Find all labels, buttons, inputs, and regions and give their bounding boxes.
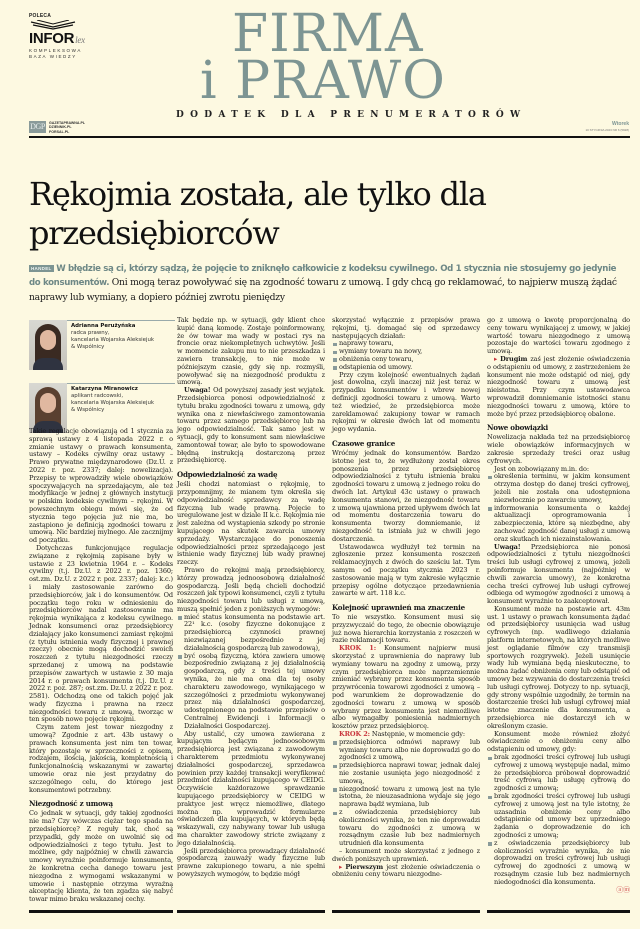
author-card: [29, 320, 175, 375]
bullet-list: [332, 739, 480, 848]
author-photo: [29, 383, 67, 433]
paragraph: Tak będzie np. w sytuacji, gdy klient chce kupić daną komodę. Zostaje poinformowany, że ów towar ma wady w postaci rys na froncie oraz niekompletnych uchwytów. Jeśli w momencie zakupu mu to nie przeszkadza i zawiera transakcję, to nie może w późniejszym czasie, gdy się np. rozmyśli, powoływać się na niezgodność produktu z umową.: [177, 316, 325, 387]
masthead: [0, 0, 640, 140]
article-column-1: [29, 428, 173, 904]
article-column-3: [332, 317, 480, 879]
supplement-title-line1: FIRMA: [232, 4, 424, 64]
list-item: wymiany towaru na nowy,: [332, 348, 480, 356]
paragraph: Aby ustalić, czy umowa zawierana z kupującym będącym jednoosobowym przedsiębiorcą jest związana z zawodowym charakterem przedmiotu wykonywanej działalności gospodarczej, sprzedawca powinien przy każdej transakcji weryfikować przedmiot działalności kupującego w CEIDG. Oczywiście każdorazowe sprawdzanie kupującego przedsiębiorcy w CEIDG w praktyce jest wręcz niemożliwe, dlatego można np. wprowadzić formularze oświadczeń dla kupujących, w których będą wskazywali, czy nabywany towar lub usługa ma charakter zawodowy stricte związany z jego działalnością.: [177, 729, 325, 847]
paragraph: Konsument może na postawie art. 43m ust. 1 ustawy o prawach konsumenta żądać od przedsiębiorcy usunięcia wad usług cyfrowych (np. wadliwego działania platform internetowych, na których możliwe jest oglądanie filmów czy transmisji sportowych rozgrywek). Jeżeli usunięcie wady lub wymiana będą nieskuteczne, to można żądać obniżenia ceny lub odstąpić od umowy bez wzywania do dostarczenia treści lub usługi cyfrowej. Dotyczy to np. sytuacji, gdy strony wspólnie uzgodniły, że termin na dostarczenie treści lub usługi cyfrowej miał istotne znaczenie dla konsumenta, a przedsiębiorca nie dostarczył ich w określonym czasie.: [487, 604, 630, 730]
paragraph: Uwaga! Przedsiębiorca nie ponosi odpowiedzialności z tytułu niezgodności treści lub usługi cyfrowej z umową, jeżeli poinformuje konsumenta (najpóźniej w chwili zawarcia umowy), że konkretna cecha treści cyfrowej lub usługi cyfrowej odbiega od wymogów zgodności z umową a konsument wyraźnie to zaakceptował.: [487, 542, 630, 606]
paragraph: ▸ Drugim zaś jest złożenie oświadczenia o odstąpieniu od umowy, z zastrzeżeniem że konsument nie może odstąpić od niej, gdy niezgodność towaru z umową jest nieistotna. Przy czym ustawodawca wprowadził domniemanie istotności stanu niezgodności towaru z umową, które to może być przez przedsiębiorcę obalone.: [487, 354, 630, 418]
column-end-rule: [177, 910, 325, 913]
paragraph: Nowelizacja nakłada też na przedsiębiorcę wiele obowiązków informacyjnych w zakresie sprzedaży treści oraz usług cyfrowych.: [487, 433, 630, 465]
author-role: radca prawny,: [71, 330, 110, 336]
step-2-label: KROK 2:: [339, 730, 370, 739]
arrow-icon: ▸: [339, 862, 346, 871]
list-item: określenia terminu, w jakim konsument otrzyma dostęp do danej treści cyfrowej, jeżeli nie została ona udostępniona niezwłocznie po zawarciu umowy,: [487, 473, 630, 504]
paragraph: Uwaga! Od powyższej zasady jest wyjątek. Przedsiębiorca ponosi odpowiedzialność z tytułu braku zgodności towaru z umową, gdy wynika ona z niewłaściwego zamontowania towaru przez samego przedsiębiorcę lub na jego odpowiedzialność. Tak samo jest w sytuacji, gdy to konsument sam niewłaściwe zamontował towar, ale było to spowodowane błędną instrukcją dostarczoną przez przedsiębiorcę.: [177, 386, 325, 465]
paragraph: Jest on zobowiązany m.in. do:: [494, 464, 589, 473]
author-firm: kancelaria Wojarska Aleksiejuk: [71, 400, 155, 406]
dgp-links: [49, 121, 85, 134]
issue-day: Wtorek: [612, 121, 629, 127]
subheading: Kolejność uprawnień ma znaczenie: [332, 603, 465, 613]
warning-label: Uwaga!: [184, 386, 211, 395]
list-item: brak zgodności treści cyfrowej lub usługi cyfrowej z umową występuje nadal, mimo że przedsiębiorca próbował doprowadzić treść cyfrową lub usługę cyfrową do zgodności z umową;: [487, 754, 630, 793]
infor-logo[interactable]: INFORlex: [29, 30, 85, 47]
paragraph: To nie wszystko. Konsument musi się przyzwyczaić do tego, że obecnie obowiązuje już nowa hierarchia korzystania z roszczeń w razie reklamacji towaru.: [332, 613, 480, 645]
paragraph: KROK 2: Następnie, w momencie gdy:: [339, 730, 465, 739]
supplement-title-line2: i PRAWO: [200, 51, 446, 111]
list-item: niezgodność towaru z umową jest na tyle istotna, że nieuzasadniona wydaje się jego naprawa bądź wymiana, lub: [332, 786, 480, 809]
paragraph: Co jednak w sytuacji, gdy takiej zgodności nie ma? Czy wówczas ciężar tego spada na przedsiębiorcę? Z reguły tak, choć są przypadki, gdy może on uwolnić się od odpowiedzialności z tego tytułu. Jest to możliwe, gdy najpóźniej w chwili zawarcia umowy wyraźnie poinformuje konsumenta, że konkretna cecha danego towaru jest niezgodna z wymogami wskazanymi w umowie i następnie otrzyma wyraźną akceptację klienta, że ten zgadza się nabyć towar mimo braku wskazanej cechy.: [29, 809, 173, 904]
list-item: przedsiębiorca naprawi towar, jednak dalej nie zostanie usunięta jego niezgodność z umową,: [332, 762, 480, 785]
author-name: Katarzyna Miranowicz: [71, 386, 138, 392]
issue-date: 10 STYCZNIA 2023 NR 6 (5928): [585, 128, 629, 132]
link-forsal[interactable]: FORSAL.PL: [49, 129, 70, 134]
lead-accent: W błędzie są ci, którzy sądzą, że pojęcie to zniknęło całkowicie z kodeksu cywilnego. Od 1 stycznia nie stosujemy go jedynie do konsumentów.: [29, 264, 617, 289]
paragraph: Konsument może również złożyć oświadczenie o obniżeniu ceny albo odstąpieniu od umowy, gdy:: [487, 729, 630, 754]
author-initials-mark: ⓐⓜ: [616, 885, 630, 894]
paragraph: KROK 1: Konsument najpierw musi skorzystać z uprawnienia do naprawy lub wymiany towaru na zgodny z umową, przy czym przedsiębiorca może naprzemiennie zmieniać wybrany przez konsumenta sposób przywrócenia towarowi zgodności z umową – pod warunkiem że doprowadzenie do zgodności towaru z umową w sposób wybrany przez konsumenta jest niemożliwe albo wymagałby poniesienia nadmiernych kosztów przez przedsiębiorcę.: [332, 644, 481, 731]
list-item: z oświadczenia przedsiębiorcy lub okoliczności wyraźnie wynika, że nie doprowadzi on treści cyfrowej lub usługi cyfrowej do zgodności z umową w rozsądnym czasie lub bez nadmiernych niedogodności dla konsumenta.: [487, 840, 630, 887]
paragraph: skorzystać wyłącznie z przepisów prawa rękojmi, tj. domagać się od sprzedawcy następujących działań:: [332, 316, 480, 340]
list-item: informowania konsumenta o każdej aktualizacji oprogramowania i zabezpieczenia, które są niezbędne, aby zachować zgodność danej usługi z umową oraz skutkach ich niezainstalowania.: [487, 505, 630, 544]
paragraph: ▸ Pierwszym jest złożenie oświadczenia o obniżeniu ceny towaru niezgodne-: [332, 862, 480, 879]
bullet-list: [177, 614, 325, 731]
bullet-list: [487, 473, 630, 543]
supplement-subtitle: DODATEK DLA PRENUMERATORÓW: [176, 110, 527, 120]
column-end-rule: [487, 910, 630, 913]
list-item: obniżenia ceny towaru,: [332, 356, 480, 364]
list-item: brak zgodności treści cyfrowej lub usługi cyfrowej z umową jest na tyle istotny, że uzasadnia obniżenie ceny albo odstąpienie od umowy bez uprzedniego żądania o doprowadzenie do ich zgodności z umową;: [487, 793, 630, 840]
author-firm-cont: & Wspólnicy: [71, 344, 105, 350]
author-name: Adrianna Perużyńska: [71, 323, 136, 329]
paragraph: Dotychczas funkcjonujące regulacje związane z rękojmią zapisane były w ustawie z 23 kwietnia 1964 r. – Kodeks cywilny (t.j. Dz.U. z 2022 r. poz. 1360; ost.zm. Dz.U. z 2022 r. poz. 2337; dalej: k.c.) i miały zastosowanie zarówno do przedsiębiorców, jak i do konsumentów. Od początku tego roku w odniesieniu do przedsiębiorców nadal zastosowanie ma rękojmia wynikająca z kodeksu cywilnego. Jednak konsumenci oraz przedsiębiorcy działający jako konsumenci zamiast rękojmi (z tytułu istnienia wady fizycznej i prawnej rzeczy) obecnie mogą dochodzić swoich roszczeń z tytułu niezgodności rzeczy sprzedanej z umową na podstawie przepisów zawartych w ustawie z 30 maja 2014 r. o prawach konsumenta (t.j. Dz.U. z 2022 r. poz. 287; ost.zm. Dz.U. z 2022 r. poz. 2581). Odchodzą one od takich pojęć jak wady fizyczna i prawna na rzecz niezgodności towaru z umową, tworząc w ten sposób nowe pojęcie rękojmi.: [29, 543, 173, 724]
article-lead: [29, 262, 629, 304]
list-item: przedsiębiorca odmówi naprawy lub wymiany towaru albo nie doprowadzi go do zgodności z umową,: [332, 739, 480, 762]
paragraph: Czym zatem jest towar niezgodny z umową? Zgodnie z art. 43b ustawy o prawach konsumenta jest nim ten towar, który pozostaje w sprzeczności z opisem, rodzajem, ilością, jakością, kompletnością i funkcjonalnością wskazanymi w zawartej umowie oraz nie jest przydatny do szczególnego celu, do którego jest konsumentowi potrzebny.: [29, 723, 173, 794]
column-end-rule: [332, 910, 480, 913]
paragraph: go z umową o kwotę proporcjonalną do ceny towaru wynikającej z umowy, w jakiej wartość towaru niezgodnego z umową pozostaje do wartości towaru zgodnego z umową.: [487, 316, 630, 356]
paragraph: Jeśli przedsiębiorca prowadzący działalność gospodarczą zauważy wady fizyczne lub prawne zakupionego towaru, a nie spełni powyższych wymogów, to będzie mógł: [177, 846, 325, 878]
infor-tagline: KOMPLEKSOWA BAZA WIEDZY: [29, 48, 82, 59]
list-item: naprawy towaru,: [332, 340, 480, 348]
step-1-label: KROK 1:: [339, 644, 377, 653]
infor-stripes-icon: [29, 20, 77, 30]
arrow-icon: ▸: [494, 354, 501, 363]
subheading: Nowe obowiązki: [487, 423, 548, 433]
author-firm: kancelaria Wojarska Aleksiejuk: [71, 337, 155, 343]
subheading: Niezgodność z umową: [29, 799, 113, 809]
list-item: być osobą fizyczną, która zawiera umowę bezpośrednio związaną z jej działalnością gospodarczą, gdy z treści tej umowy wynika, że nie ma ona dla tej osoby charakteru zawodowego, wynikającego w szczególności z przedmiotu wykonywanej przez nią działalności gospodarczej, udostępnionego na podstawie przepisów o Centralnej Ewidencji i Informacji o Działalności Gospodarczej.: [177, 653, 325, 731]
list-item: z oświadczenia przedsiębiorcy lub okoliczności wynika, że ten nie doprowadzi towaru do zgodności z umową w rozsądnym czasie lub bez nadmiernych utrudnień dla konsumenta: [332, 809, 480, 848]
dgp-logo[interactable]: DGP: [30, 122, 45, 131]
lead-plain: Oni mogą teraz powoływać się na zgodność towaru z umową. I gdy chcą go reklamować, to najpierw muszą żądać naprawy lub wymiany, a dopiero później zwrotu pieniędzy: [29, 277, 617, 303]
bullet-list: [487, 754, 630, 887]
masthead-rule: [29, 136, 630, 138]
author-firm-cont: & Wspólnicy: [71, 407, 105, 413]
column-end-rule: [29, 910, 173, 913]
paragraph: Jeśli chodzi natomiast o rękojmię, to przypomnijmy, że mianem tym określa się odpowiedzialność sprzedawcy za wadę fizyczną lub wadę prawną. Pojęcie to uregulowane jest w dziale II k.c. Rękojmia nie jest zależna od wystąpienia szkody po stronie kupującego na skutek zawarcia umowy sprzedaży. Wystarczające do ponoszenia odpowiedzialności przez sprzedającego jest istnienie wady fizycznej lub wady prawnej rzeczy.: [177, 480, 325, 567]
paragraph: Takie regulacje obowiązują od 1 stycznia za sprawą ustawy z 4 listopada 2022 r. o zmianie ustawy o prawach konsumenta, ustawy – Kodeks cywilny oraz ustawy – Prawo prywatne międzynarodowe (Dz.U. z 2022 r. poz. 2337; dalej: nowelizacja). Przepisy te wprowadziły wiele obowiązków spoczywających na sprzedającym, ale też modyfikacje w jednej z głównych instytucji w polskim kodeksie cywilnym – rękojmi. W powszechnym obiegu mówi się, że od stycznia tego pojęcia już nie ma, bo zastąpiono je definicją zgodności towaru z umową. Nic bardziej mylnego. Ale zacznijmy od początku.: [29, 427, 173, 545]
sponsor-label: POLECA: [29, 13, 52, 19]
section-tag: HANDEL: [31, 266, 52, 271]
list-item: odstąpienia od umowy.: [332, 364, 480, 372]
paragraph: Wróćmy jednak do konsumentów. Bardzo istotne jest to, że wydłużony został okres ponoszenia przez przedsiębiorcę odpowiedzialności z tytułu istnienia braku zgodności towaru z umową z jednego roku do dwóch lat. Artykuł 43c ustawy o prawach konsumenta stanowi, że niezgodność towaru z umową ujawniona przed upływem dwóch lat od momentu dostarczenia towaru do konsumenta tworzy domniemanie, iż niezgodność ta istniała już w chwili jego dostarczenia.: [332, 448, 481, 543]
article-column-4: [487, 317, 630, 894]
paragraph: Ustawodawca wydłużył też termin na zgłoszenie przez konsumenta roszczeń reklamacyjnych z dwóch do sześciu lat. Tym samym od początku stycznia 2023 r. zastosowanie mają w tym zakresie wyłącznie przepisy ogólne dotyczące przedawnienia zawarte w art. 118 k.c.: [332, 542, 480, 598]
subheading: Odpowiedzialność za wadę: [177, 470, 278, 480]
list-item: mieć status konsumenta na podstawie art. 22¹ k.c. (osoby fizyczne dokonujące z przedsiębiorcą czynności prawnej niezwiązanej bezpośrednio z jej działalnością gospodarczą lub zawodową),: [177, 614, 325, 653]
link-gazetaprawna[interactable]: GAZETAPRAWNA.PL: [49, 121, 86, 125]
author-photo: [29, 320, 67, 370]
author-role: aplikant radcowski,: [71, 393, 124, 399]
paragraph: – konsument może skorzystać z jednego z dwóch poniższych uprawnień.: [332, 847, 480, 863]
warning-label: Uwaga!: [494, 542, 521, 551]
subheading: Czasowe granice: [332, 438, 396, 448]
paragraph: Przy czym kolejność ewentualnych żądań jest dowolna, czyli inaczej niż jest teraz w przypadku konsumentów i wbrew nowej definicji zgodności towaru z umową. Warto też wiedzieć, że przedsiębiorca może zareklamować zakupiony towar w ramach rękojmi w okresie dwóch lat od momentu jego wydania.: [332, 370, 480, 434]
article-column-2: [177, 317, 325, 879]
link-dziennik[interactable]: DZIENNIK.PL: [49, 125, 72, 130]
paragraph: Prawo do rękojmi mają przedsiębiorcy, którzy prowadzą jednoosobową działalność gospodarczą. Jeśli będą chcieli dochodzić roszczeń jak typowi konsumenci, czyli z tytułu niezgodności towaru lub usługi z umową, muszą spełnić jeden z poniższych wymogów:: [177, 565, 325, 613]
article-headline: Rękojmia została, ale tylko dla przedsiębiorców: [29, 175, 486, 252]
bullet-list: [332, 340, 480, 371]
